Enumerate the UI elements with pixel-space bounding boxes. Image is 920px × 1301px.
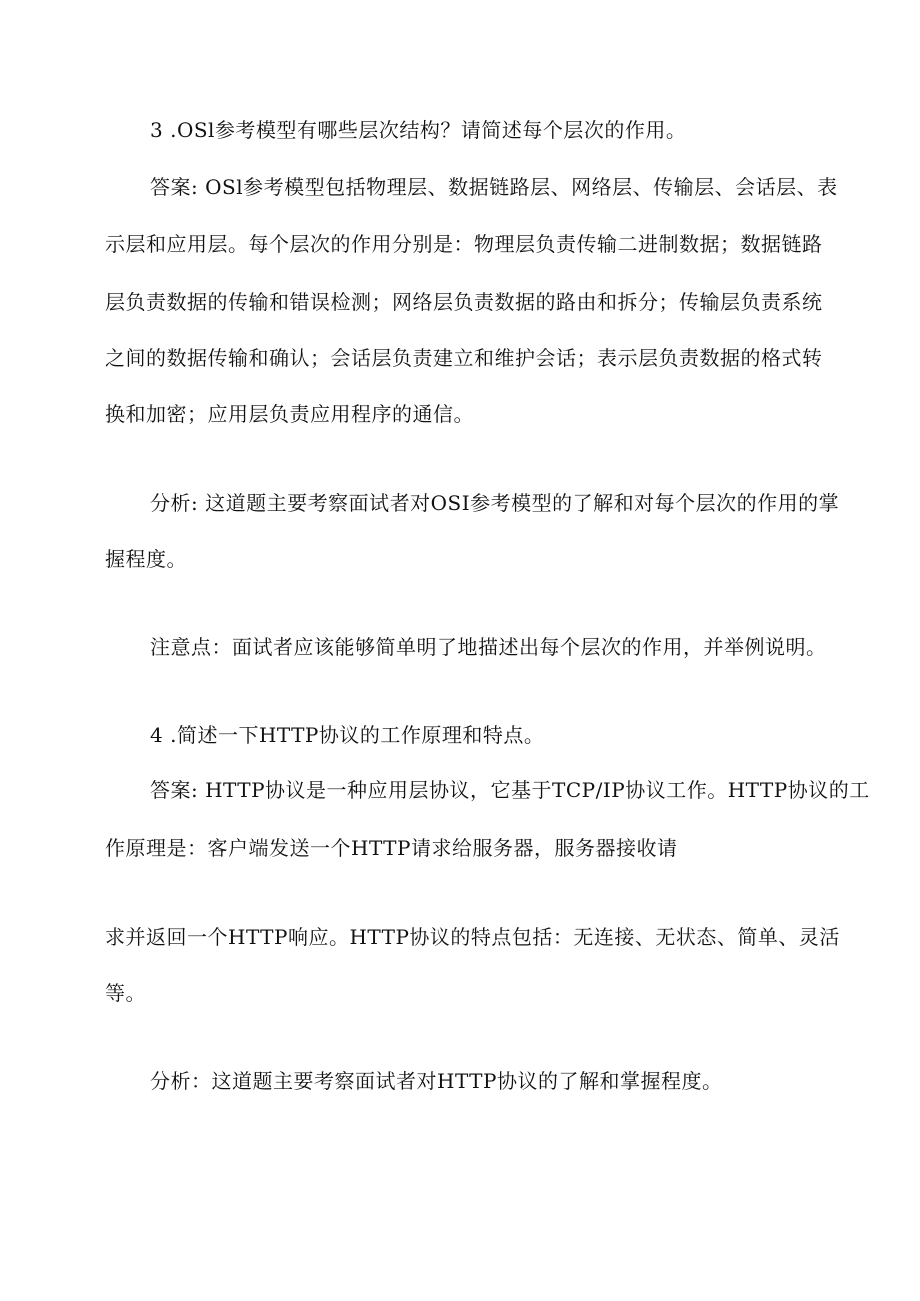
question-4-title: 4 .简述一下HTTP协议的工作原理和特点。 [150,723,545,747]
question-4-analysis: 分析：这道题主要考察面试者对HTTP协议的了解和掌握程度。 [150,1069,723,1093]
question-3-answer-line-2: 示层和应用层。每个层次的作用分别是：物理层负责传输二进制数据；数据链路 [105,232,823,256]
question-3-analysis-line-1: 分析: 这道题主要考察面试者对OSI参考模型的了解和对每个层次的作用的掌 [150,491,840,515]
question-3-note: 注意点：面试者应该能够简单明了地描述出每个层次的作用，并举例说明。 [150,635,827,659]
question-4-answer-line-3: 求并返回一个HTTP响应。HTTP协议的特点包括：无连接、无状态、简单、灵活 [105,925,840,949]
question-3-answer-line-1: 答案: OSl参考模型包括物理层、数据链路层、网络层、传输层、会话层、表 [150,175,838,199]
question-3-answer-line-4: 之间的数据传输和确认；会话层负责建立和维护会话；表示层负责数据的格式转 [105,346,823,370]
question-3-answer-line-5: 换和加密；应用层负责应用程序的通信。 [105,402,474,426]
question-4-answer-line-2: 作原理是：客户端发送一个HTTP请求给服务器，服务器接收请 [105,836,678,860]
question-3-title: 3 .OSl参考模型有哪些层次结构？请简述每个层次的作用。 [150,118,687,142]
question-4-answer-line-1: 答案: HTTP协议是一种应用层协议，它基于TCP/IP协议工作。HTTP协议的工 [150,778,870,802]
question-3-analysis-line-2: 握程度。 [105,547,187,571]
question-4-answer-line-4: 等。 [105,981,146,1005]
question-3-answer-line-3: 层负责数据的传输和错误检测；网络层负责数据的路由和拆分；传输层负责系统 [105,290,823,314]
